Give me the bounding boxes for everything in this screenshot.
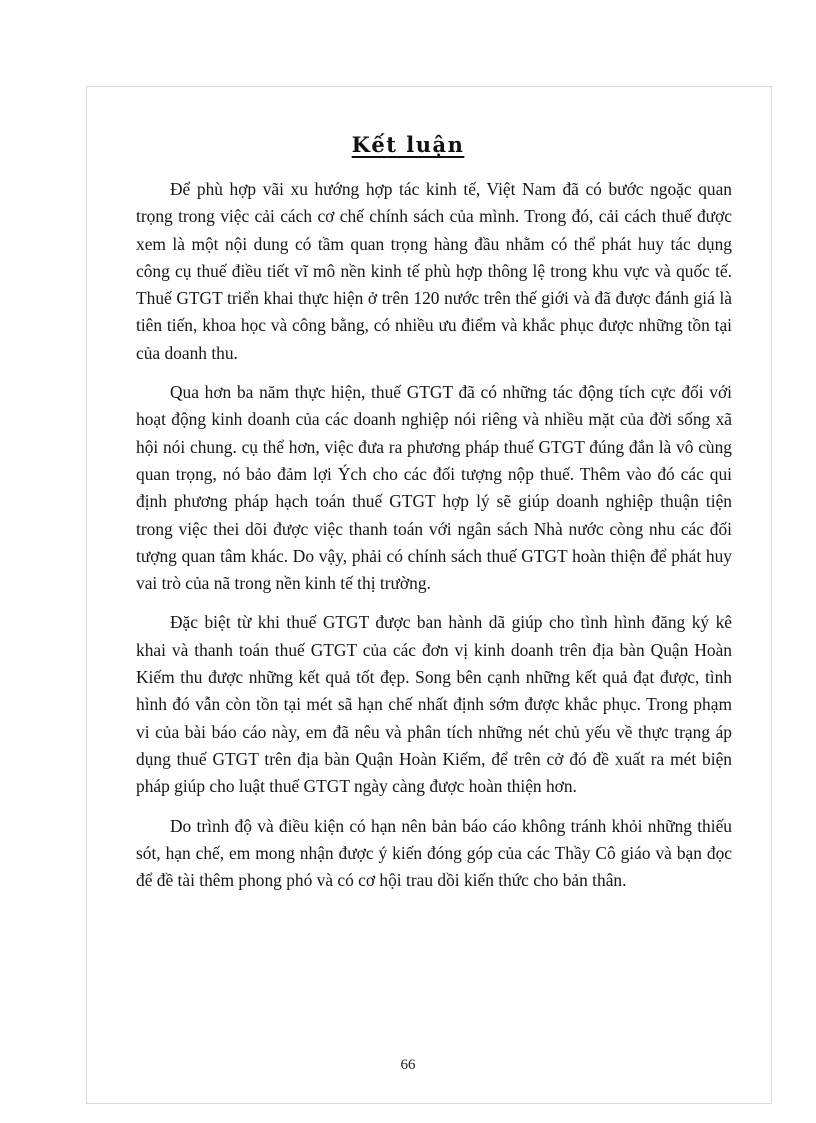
page-number: 66 <box>400 1057 416 1073</box>
paragraph-1: Để phù hợp vãi xu hướng hợp tác kinh tế, Việt Nam đã có bước ngoặc quan trọng trong việc cải cách cơ chế chính sách của mình. Trong đó, cải cách thuế được xem là một nội dung có tầm quan trọng hàng đầu nhằm có thể phát huy tác dụng công cụ thuế điều tiết vĩ mô nền kinh tế phù hợp thông lệ trong khu vực và quốc tế. Thuế GTGT triển khai thực hiện ở trên 120 nước trên thế giới và đã được đánh giá là tiên tiến, khoa học và công bằng, có nhiều ưu điểm và khắc phục được những tồn tại của doanh thu. <box>136 179 732 363</box>
page-title: Kết luận <box>351 132 465 157</box>
paragraph-2: Qua hơn ba năm thực hiện, thuế GTGT đã có những tác động tích cực đối với hoạt động kinh doanh của các doanh nghiệp nói riêng và nhiều mặt của đời sống xã hội nói chung. cụ thể hơn, việc đưa ra phương pháp thuế GTGT đúng đắn là vô cùng quan trọng, nó bảo đảm lợi Ých cho các đối tượng nộp thuế. Thêm vào đó các qui định phương pháp hạch toán thuế GTGT hợp lý sẽ giúp doanh nghiệp thuận tiện trong việc thei dõi được việc thanh toán với ngân sách Nhà nước còng nhu các đối tượng quan tâm khác. Do vậy, phải có chính sách thuế GTGT hoàn thiện để phát huy vai trò của nã trong nền kinh tế thị trường. <box>136 382 732 594</box>
paragraph-4: Do trình độ và điều kiện có hạn nên bản báo cáo không tránh khỏi những thiếu sót, hạn chế, em mong nhận được ý kiến đóng góp của các Thầy Cô giáo và bạn đọc để đề tài thêm phong phó và có cơ hội trau dồi kiến thức cho bản thân. <box>136 815 732 891</box>
paragraph-3: Đặc biệt từ khi thuế GTGT được ban hành dã giúp cho tình hình đăng ký kê khai và thanh toán thuế GTGT của các đơn vị kinh doanh trên địa bàn Quận Hoàn Kiếm thu được những kết quả tốt đẹp. Song bên cạnh những kết quả đạt được, tình hình đó vẫn còn tồn tại mét sã hạn chế nhất định sớm được khắc phục. Trong phạm vi của bài báo cáo này, em đã nêu và phân tích những nét chủ yếu về thực trạng áp dụng thuế GTGT trên địa bàn Quận Hoàn Kiếm, để trên cở đó đề xuất ra mét biện pháp giúp cho luật thuế GTGT ngày càng được hoàn thiện hơn. <box>136 612 732 797</box>
document-body <box>136 176 732 906</box>
title-container <box>0 132 816 157</box>
